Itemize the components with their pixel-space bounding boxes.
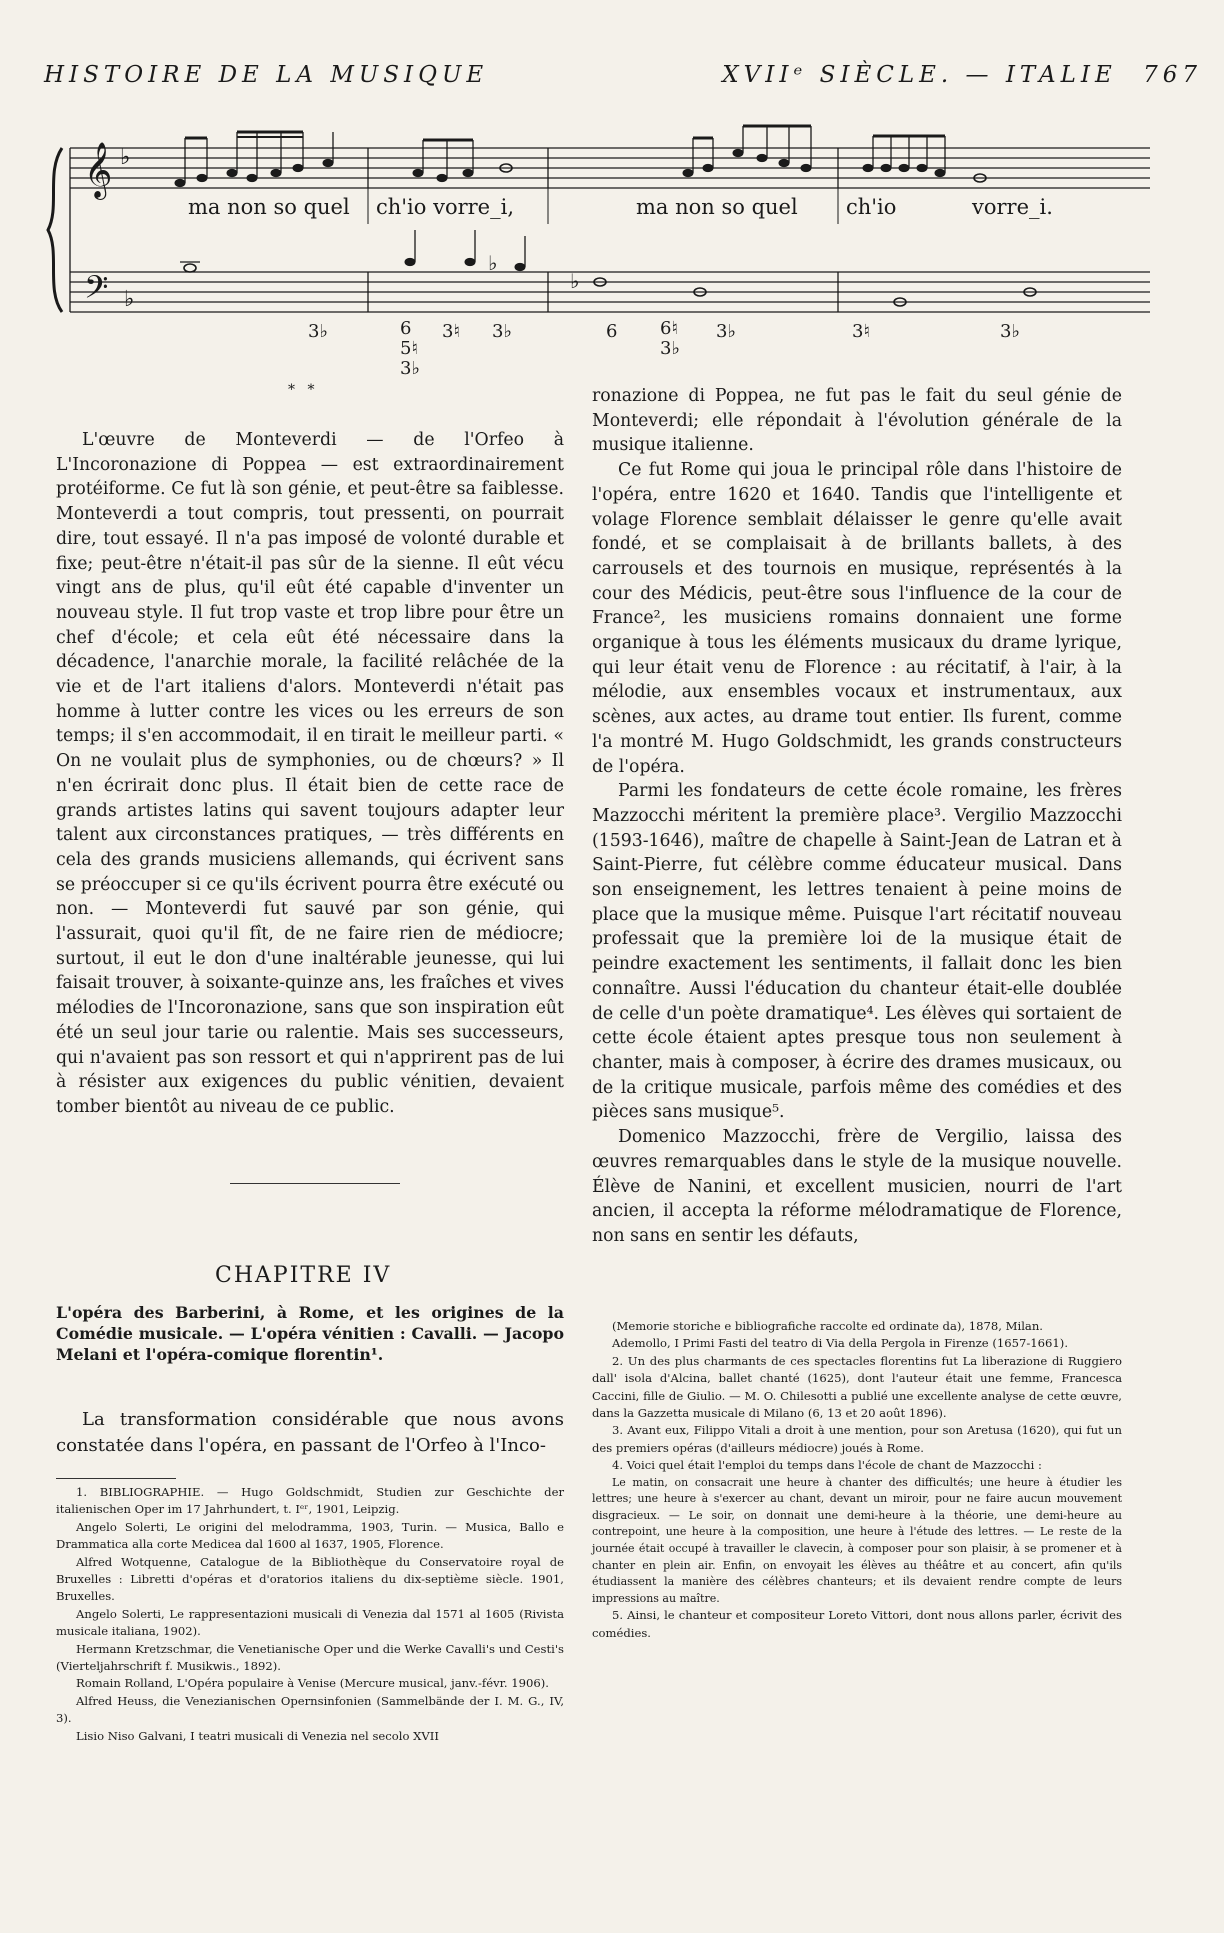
running-header-left: HISTOIRE DE LA MUSIQUE bbox=[44, 62, 489, 88]
paragraph: La transformation considérable que nous avons constatée dans l'opéra, en passant de l'Orfeo à l'Inco- bbox=[56, 1409, 564, 1456]
figure-5: 3♮ bbox=[442, 321, 460, 342]
footnote: Lisio Niso Galvani, I teatri musicali di Venezia nel secolo XVII bbox=[76, 1728, 439, 1743]
figure-11: 3♮ bbox=[852, 321, 870, 342]
figure-9: 3♭ bbox=[660, 338, 680, 359]
chapter-opening bbox=[56, 1407, 564, 1459]
bass-staff bbox=[70, 272, 1150, 312]
section-ornament: * * bbox=[288, 382, 319, 398]
footnote: Alfred Heuss, die Venezianischen Opernsinfonien (Sammelbände der I. M. G., IV, 3). bbox=[56, 1693, 564, 1726]
figure-1: 3♭ bbox=[308, 321, 328, 342]
figure-3: 5♮ bbox=[400, 338, 418, 359]
svg-text:♭: ♭ bbox=[488, 251, 498, 275]
bass-clef: 𝄢 bbox=[84, 269, 109, 313]
lyric-4: ch'io bbox=[846, 195, 897, 219]
footnote: 4. Voici quel était l'emploi du temps dans l'école de chant de Mazzocchi : bbox=[612, 1458, 1042, 1473]
lyric-1: ma non so quel bbox=[188, 195, 350, 219]
footnote: 3. Avant eux, Filippo Vitali a droit à une mention, pour son Aretusa (1620), qui fut un des premiers opéras (d'ailleurs médiocre) joués à Rome. bbox=[592, 1423, 1122, 1455]
page-number: 767 bbox=[1143, 62, 1202, 88]
paragraph: Domenico Mazzocchi, frère de Vergilio, laissa des œuvres remarquables dans le style de la musique nouvelle. Élève de Nanini, et excellent musicien, nourri de l'art ancien, il accepta la réforme mélodramatique de Florence, non sans en sentir les défauts, bbox=[592, 1127, 1122, 1246]
figure-6: 3♭ bbox=[492, 321, 512, 342]
key-flat-bass: ♭ bbox=[124, 287, 135, 312]
score-brace bbox=[48, 148, 62, 312]
paragraph: Parmi les fondateurs de cette école romaine, les frères Mazzocchi méritent la première place³. Vergilio Mazzocchi (1593-1646), maître de chapelle à Saint-Jean de Latran et à Saint-Pierre, fut célèbre comme éducateur musical. Dans son enseignement, les lettres tenaient à peine moins de place que la musique même. Puisque l'art récitatif nouveau professait que la première loi de la musique était de peindre exactement les sentiments, il fallait donc les bien connaître. Aussi l'éducation du chanteur était-elle doublée de celle d'un poète dramatique⁴. Les élèves qui sortaient de cette école étaient aptes presque tous non seulement à chanter, mais à composer, à écrire des drames musicaux, ou de la critique musicale, parfois même des comédies et des pièces sans musique⁵. bbox=[592, 781, 1122, 1123]
lyric-5: vorre_i. bbox=[972, 195, 1053, 219]
right-footnotes bbox=[592, 1318, 1122, 1642]
lyric-3: ma non so quel bbox=[636, 195, 798, 219]
footnote: Angelo Solerti, Le rappresentazioni musicali di Venezia dal 1571 al 1605 (Rivista musicale italiana, 1902). bbox=[56, 1606, 564, 1639]
paragraph: Ce fut Rome qui joua le principal rôle dans l'histoire de l'opéra, entre 1620 et 1640. Tandis que l'intelligente et volage Florence semblait délaisser le genre qu'elle avait fondé, et se complaisait à de brillants ballets, à des carrousels et des tournois en musique, représentés à la cour des Médicis, peut-être sous l'influence de la cour de France², les musiciens romains donnaient une forme organique à tous les éléments musicaux du drame lyrique, qui leur était venu de Florence : au récitatif, à l'air, à la mélodie, aux ensembles vocaux et instrumentaux, aux scènes, aux actes, au drame tout entier. Ils furent, comme l'a montré M. Hugo Goldschmidt, les grands constructeurs de l'opéra. bbox=[592, 460, 1122, 777]
footnote: 5. Ainsi, le chanteur et compositeur Loreto Vittori, dont nous allons parler, écrivit des comédies. bbox=[592, 1608, 1122, 1640]
right-column-text bbox=[592, 384, 1122, 1249]
chapter-subtitle: L'opéra des Barberini, à Rome, et les origines de la Comédie musicale. — L'opéra vénitien : Cavalli. — Jacopo Melani et l'opéra-comique florentin¹. bbox=[56, 1303, 564, 1364]
footnote: 1. BIBLIOGRAPHIE. — Hugo Goldschmidt, Studien zur Geschichte der italienischen Oper im 17 Jahrhundert, t. Iᵉʳ, 1901, Leipzig. bbox=[56, 1485, 564, 1517]
footnote-quote: Le matin, on consacrait une heure à chanter des difficultés; une heure à étudier les lettres; une heure à s'exercer au chant, devant un miroir, pour ne faire aucun mouvement disgracieux. — Le soir, on donnait une demi-heure à la théorie, une demi-heure au contrepoint, une heure à la composition, une heure à l'étude des lettres. — Le reste de la journée était occupé à travailler le clavecin, à composer pour son plaisir, à se promener et à chanter en plein air. Enfin, on envoyait les élèves au théâtre et au concert, afin qu'ils étudiassent la manière des célèbres chanteurs; et ils devaient rendre compte de leurs impressions au maître. bbox=[592, 1475, 1122, 1605]
left-footnotes bbox=[56, 1484, 564, 1745]
paragraph: ronazione di Poppea, ne fut pas le fait du seul génie de Monteverdi; elle répondait à l'évolution générale de la musique italienne. bbox=[592, 386, 1122, 456]
music-score bbox=[40, 112, 1190, 382]
figure-8: 6♮ bbox=[660, 318, 678, 339]
footnote: 2. Un des plus charmants de ces spectacles florentins fut La liberazione di Ruggiero dall' isola d'Alcina, ballet chanté (1625), dont l'auteur était une femme, Francesca Caccini, fille de Giulio. — M. O. Chilesotti a publié une excellente analyse de cette œuvre, dans la Gazzetta musicale di Milano (6, 13 et 20 août 1896). bbox=[592, 1353, 1122, 1421]
footnote: (Memorie storiche e bibliografiche raccolte ed ordinate da), 1878, Milan. bbox=[612, 1319, 1043, 1333]
running-header-section: XVIIᵉ SIÈCLE. — ITALIE bbox=[722, 62, 1117, 88]
bass-notes bbox=[180, 230, 1036, 306]
footnote: Angelo Solerti, Le origini del melodramma, 1903, Turin. — Musica, Ballo e Drammatica alla corte Medicea dal 1600 al 1637, 1905, Florence. bbox=[56, 1519, 564, 1552]
svg-text:♭: ♭ bbox=[570, 269, 580, 293]
figure-12: 3♭ bbox=[1000, 321, 1020, 342]
key-flat-treble: ♭ bbox=[120, 145, 131, 170]
lyric-2: ch'io vorre_i, bbox=[376, 195, 514, 219]
footnote: Alfred Wotquenne, Catalogue de la Bibliothèque du Conservatoire royal de Bruxelles : Libretti d'opéras et d'oratorios italiens du dix-septième siècle. 1901, Bruxelles. bbox=[56, 1554, 564, 1604]
footnote-rule bbox=[56, 1478, 176, 1479]
figure-10: 3♭ bbox=[716, 321, 736, 342]
running-header-right bbox=[722, 62, 1202, 88]
footnote: Ademollo, I Primi Fasti del teatro di Via della Pergola in Firenze (1657-1661). bbox=[612, 1336, 1069, 1351]
paragraph: L'œuvre de Monteverdi — de l'Orfeo à L'Incoronazione di Poppea — est extraordinairement protéiforme. Ce fut là son génie, et peut-être sa faiblesse. Monteverdi a tout compris, tout pressenti, on pourrait dire, tout essayé. Il n'a pas imposé de volonté durable et fixe; peut-être n'était-il pas sûr de la sienne. Il eût vécu vingt ans de plus, qu'il eût été capable d'inventer un nouveau style. Il fut trop vaste et trop libre pour être un chef d'école; et cela eût été nécessaire dans la décadence, l'anarchie morale, la facilité relâchée de la vie et de l'art italiens d'alors. Monteverdi n'était pas homme à lutter contre les vices ou les erreurs de son temps; il s'en accommodait, il en tirait le meilleur parti. « On ne voulait plus de symphonies, ou de chœurs? » Il n'en écrirait donc plus. Il était bien de cette race de grands artistes latins qui savent toujours adapter leur talent aux circonstances pratiques, — très différents en cela des grands musiciens allemands, qui écrivent sans se préoccuper si ce qu'ils écrivent pourra être exécuté ou non. — Monteverdi fut sauvé par son génie, qui l'assurait, quoi qu'il fît, de ne faire rien de médiocre; surtout, il eut le don d'une inaltérable jeunesse, qui lui faisait trouver, à soixante-quinze ans, les fraîches et vives mélodies de l'Incoronazione, sans que son inspiration eût été un seul jour tarie ou ralentie. Mais ses successeurs, qui n'avaient pas son ressort et qui n'apprirent pas de lui à résister aux exigences du public vénitien, devaient tomber bientôt au niveau de ce public. bbox=[56, 430, 564, 1117]
section-divider bbox=[230, 1183, 400, 1184]
footnote: Hermann Kretzschmar, die Venetianische Oper und die Werke Cavalli's und Cesti's (Vierteljahrschrift f. Musikwis., 1892). bbox=[56, 1641, 564, 1674]
left-column-text bbox=[56, 428, 564, 1120]
figure-4: 3♭ bbox=[400, 358, 420, 379]
treble-clef: 𝄞 bbox=[84, 142, 113, 198]
footnote: Romain Rolland, L'Opéra populaire à Venise (Mercure musical, janv.-févr. 1906). bbox=[76, 1676, 549, 1691]
figure-7: 6 bbox=[606, 321, 618, 342]
figure-2: 6 bbox=[400, 318, 412, 339]
chapter-title: CHAPITRE IV bbox=[215, 1263, 392, 1288]
